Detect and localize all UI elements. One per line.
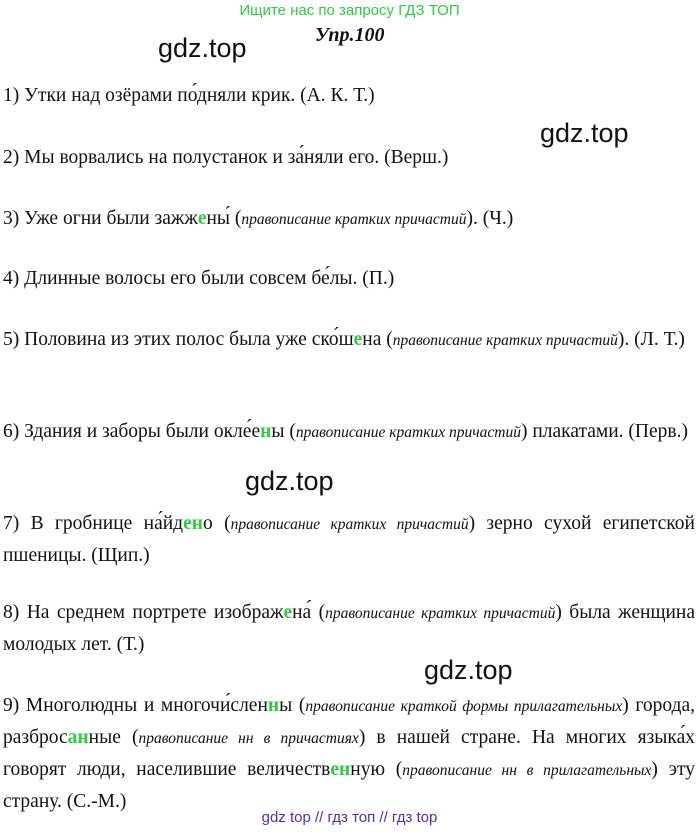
sentence-6: 6) Здания и заборы были окле́ены (правописание кратких причастий) плакатами. (Перв.)	[3, 421, 688, 442]
exercise-title: Упр.100	[315, 24, 385, 46]
sentence-9: 9) Многолюдны и многочи́сленны (правописание краткой формы прилагательных) города, разбросанные (правописание нн в причастиях) в нашей стране. На многих языка́х говорят люди, населившие величественную (правописание нн в прилагательных) эту страну. (С.-М.)	[3, 695, 695, 812]
watermark: gdz.top	[245, 466, 334, 496]
sentence-3: 3) Уже огни были зажжены́ (правописание кратких причастий). (Ч.)	[3, 208, 514, 229]
sentence-2: 2) Мы ворвались на полустанок и за́няли его. (Верш.)	[3, 147, 449, 168]
sentence-8: 8) На среднем портрете изображена́ (правописание кратких причастий) была женщина молодых лет. (Т.)	[3, 602, 695, 655]
sentence-1: 1) Утки над озёрами по́дняли крик. (А. К. Т.)	[3, 85, 375, 106]
sentence-5: 5) Половина из этих полос была уже ско́шена (правописание кратких причастий). (Л. Т.)	[3, 329, 685, 350]
footer-links: gdz top // гдз топ // гдз top	[261, 809, 438, 826]
watermark: gdz.top	[540, 118, 629, 148]
watermark: gdz.top	[424, 655, 513, 685]
search-banner: Ищите нас по запросу ГДЗ ТОП	[239, 2, 460, 19]
sentence-7: 7) В гробнице на́йдено (правописание кратких причастий) зерно сухой египетской пшеницы. (Щип.)	[3, 513, 695, 566]
sentence-4: 4) Длинные волосы его были совсем бе́лы. (П.)	[3, 268, 395, 289]
watermark: gdz.top	[158, 33, 247, 63]
